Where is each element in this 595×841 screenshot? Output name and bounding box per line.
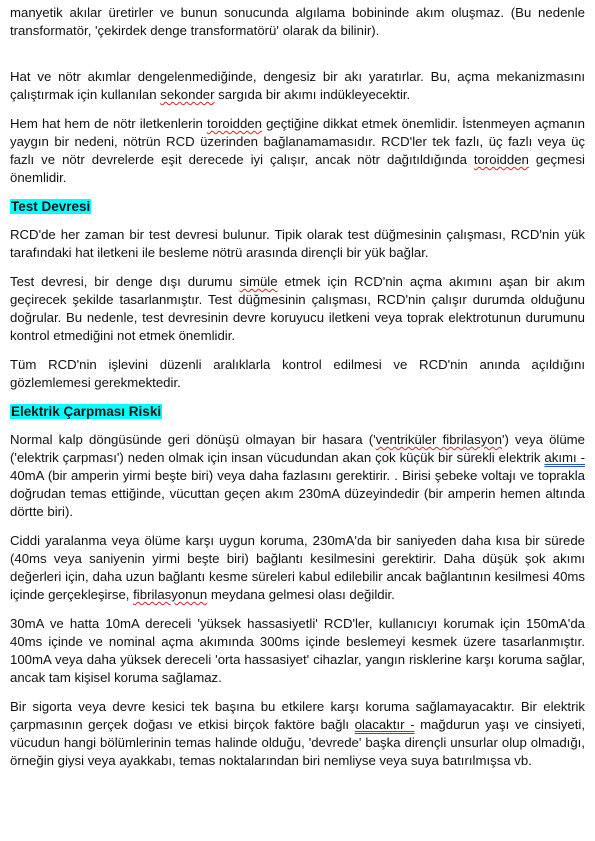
text-run: Ciddi yaralanma veya ölüme karşı uygun koruma, 230mA'da bir saniyeden daha kısa bir sürede (40ms veya saniyenin yirmi beşte biri) bağlantı kesilmesini gerektirir. Daha düşük şok akımı değerleri için, daha uzun bağlantı kesme süreleri kabul edilebilir ancak bağlantının kesilmesi 40ms içinde gerçekleşirse, bbox=[10, 533, 585, 602]
grammar-flagged-word[interactable]: olacaktır - bbox=[354, 717, 415, 732]
text-run: geçtiğine dikkat etmek önemlidir. İstenmeyen açmanın yaygın bir nedeni, nötrün RCD üzerinden bağlanamamasıdır. RCD'ler tek fazlı, üç fazlı veya üç fazlı ve nötr devrelerde eşit derecede iyi çalışır, ancak nötr dağıtıldığında bbox=[10, 116, 586, 167]
spelling-flagged-word[interactable]: sekonder bbox=[160, 87, 215, 102]
text-run: Hem hat hem de nötr iletkenlerin bbox=[10, 116, 207, 131]
spelling-flagged-word[interactable]: ventriküler fibrilasyon bbox=[375, 432, 502, 447]
heading-test-devresi bbox=[10, 198, 585, 216]
heading-highlight: Test Devresi bbox=[11, 199, 91, 214]
text-run: Hat ve nötr akımlar dengelenmediğinde, dengesiz bir akı yaratırlar. Bu, açma mekanizmasını çalıştırmak için kullanılan bbox=[10, 69, 585, 102]
text-run: Normal kalp döngüsünde geri dönüşü olmayan bir hasara (' bbox=[10, 432, 376, 447]
text-run: sargıda bir akımı indükleyecektir. bbox=[214, 87, 411, 102]
text-run: Bir sigorta veya devre kesici tek başına bu etkilere karşı koruma sağlamayacaktır. Bir elektrik çarpmasının gerçek doğası ve etkisi birçok faktöre bağlı bbox=[10, 699, 585, 732]
text-run: Test devresi, bir denge dışı durumu bbox=[10, 274, 240, 289]
paragraph-toroid bbox=[10, 115, 585, 187]
text-run: ') veya ölüme ('elektrik çarpması') neden olmak için insan vücudundan akan çok küçük bir sürekli elektrik bbox=[10, 432, 585, 465]
text-run: etmek için RCD'nin açma akımını aşan bir akım geçirecek şekilde tasarlanmıştır. Test düğmesinin çalışması, RCD'nin çalışır durumda olduğunu doğrular. Bu nedenle, test devresinin devre koruyucu iletkeni veya toprak elektrotunun durumunu kontrol etmediğini not etmek önemlidir. bbox=[10, 274, 586, 343]
spelling-flagged-word[interactable]: fibrilasyonun bbox=[133, 587, 208, 602]
paragraph-sigorta bbox=[10, 698, 585, 770]
text-run: meydana gelmesi olası değildir. bbox=[207, 587, 395, 602]
heading-highlight: Elektrik Çarpması Riski bbox=[11, 404, 162, 419]
heading-elektrik-carpmasi bbox=[10, 403, 585, 421]
paragraph-dengesiz-aki bbox=[10, 68, 585, 104]
spelling-flagged-word[interactable]: toroidden bbox=[206, 116, 262, 131]
text-run: mağdurun yaşı ve cinsiyeti, vücudun hangi bölümlerinin temas halinde olduğu, 'devrede' başka dirençli unsurlar olup olmadığı, örneğin giysi veya ayakkabı, temas noktalarından biri nemliyse veya suya batırılmışsa vb. bbox=[10, 717, 585, 768]
spelling-flagged-word[interactable]: simüle bbox=[239, 274, 278, 289]
spelling-flagged-word[interactable]: toroidden bbox=[473, 152, 529, 167]
paragraph-test-devresi-detail bbox=[10, 273, 585, 345]
paragraph-rcd-kontrol: Tüm RCD'nin işlevini düzenli aralıklarla kontrol edilmesi ve RCD'nin anında açıldığını gözlemlemesi gerekmektedir. bbox=[10, 357, 585, 390]
text-run: geçmesi önemlidir. bbox=[10, 152, 585, 185]
paragraph-kalp-dongusu bbox=[10, 431, 585, 521]
paragraph-koruma-suresi bbox=[10, 532, 585, 604]
paragraph-test-devresi-intro: RCD'de her zaman bir test devresi bulunur. Tipik olarak test düğmesinin çalışması, RCD'nin yük tarafındaki hat iletkeni ile besleme nötrü arasında dirençli bir yük bağlar. bbox=[10, 227, 585, 260]
grammar-flagged-word[interactable]: akımı - bbox=[544, 450, 586, 465]
text-run: 40mA (bir amperin yirmi beşte biri) veya daha fazlasını gerektirir. . Birisi şebeke voltajı ve toprakla doğrudan temas ettiğinde, vücuttan geçen akım 230mA düzeyindedir (bir amperin hemen altında dörtte biri). bbox=[10, 468, 585, 519]
paragraph-hassasiyet: 30mA ve hatta 10mA dereceli 'yüksek hassasiyetli' RCD'ler, kullanıcıyı korumak için 150mA'da 40ms içinde ve nominal açma akımında 300ms içinde beslemeyi kesmek üzere tasarlanmıştır. 100mA veya daha yüksek dereceli 'orta hassasiyet' cihazlar, yangın risklerine karşı koruma sağlar, ancak tam kişisel koruma sağlamaz. bbox=[10, 616, 585, 685]
paragraph-akilar: manyetik akılar üretirler ve bunun sonucunda algılama bobininde akım oluşmaz. (Bu nedenle transformatör, 'çekirdek denge transformatörü' olarak da bilinir). bbox=[10, 5, 585, 38]
